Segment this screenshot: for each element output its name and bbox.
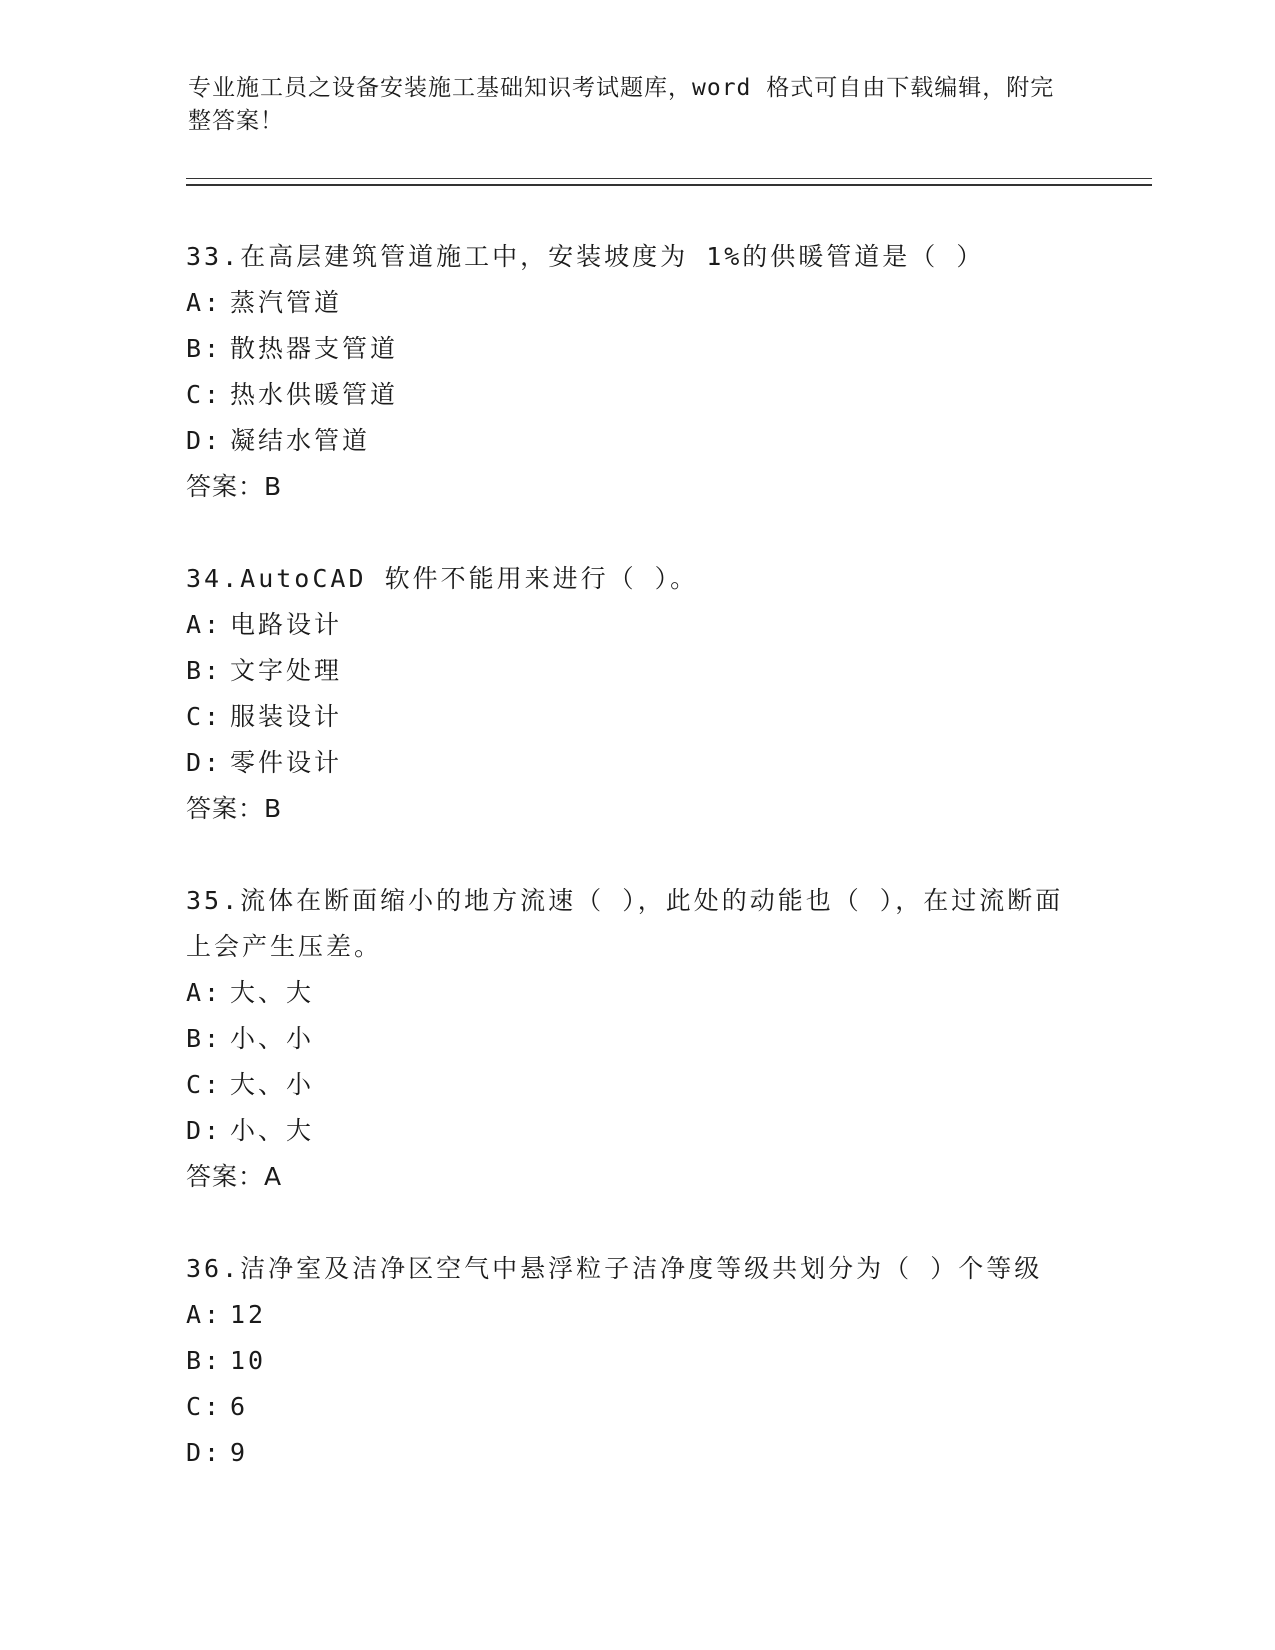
option-key: D: [186, 1116, 223, 1145]
option-text: 12 [230, 1300, 267, 1329]
option-key: C: [186, 380, 223, 409]
option-d [186, 1108, 1086, 1154]
option-text: 凝结水管道 [230, 426, 371, 455]
option-text: 9 [230, 1438, 249, 1467]
header-rule-thin [186, 178, 1152, 179]
option-key: C: [186, 702, 223, 731]
option-key: B: [186, 1346, 223, 1375]
answer-line: 答案：A [186, 1162, 283, 1191]
option-key: A: [186, 978, 223, 1007]
option-key: A: [186, 288, 223, 317]
option-key: B: [186, 656, 223, 685]
question-35 [186, 878, 1086, 1200]
header-rule-thick [186, 184, 1152, 186]
option-text: 服装设计 [230, 702, 343, 731]
question-33 [186, 234, 1086, 510]
option-text: 6 [230, 1392, 249, 1421]
option-a [186, 970, 1086, 1016]
option-c [186, 1062, 1086, 1108]
question-stem: 34.AutoCAD 软件不能用来进行（ ）。 [186, 564, 699, 593]
option-text: 小、小 [230, 1024, 315, 1053]
option-d [186, 1430, 1086, 1476]
option-d [186, 740, 1086, 786]
question-stem: 35.流体在断面缩小的地方流速（ ），此处的动能也（ ），在过流断面上会产生压差。 [186, 886, 1064, 961]
answer-line: 答案：B [186, 794, 283, 823]
option-c [186, 1384, 1086, 1430]
option-c [186, 694, 1086, 740]
question-list [186, 234, 1086, 1522]
option-text: 文字处理 [230, 656, 343, 685]
question-stem: 33.在高层建筑管道施工中，安装坡度为 1%的供暖管道是（ ） [186, 242, 985, 271]
option-key: B: [186, 1024, 223, 1053]
option-text: 大、小 [230, 1070, 315, 1099]
option-a [186, 280, 1086, 326]
option-text: 大、大 [230, 978, 315, 1007]
option-key: C: [186, 1392, 223, 1421]
option-key: D: [186, 1438, 223, 1467]
option-text: 电路设计 [230, 610, 343, 639]
option-b [186, 1338, 1086, 1384]
option-text: 10 [230, 1346, 267, 1375]
option-text: 散热器支管道 [230, 334, 399, 363]
document-header: 专业施工员之设备安装施工基础知识考试题库，word 格式可自由下载编辑，附完整答案！ [188, 75, 1055, 134]
answer-line: 答案：B [186, 472, 283, 501]
option-text: 蒸汽管道 [230, 288, 343, 317]
option-key: B: [186, 334, 223, 363]
option-c [186, 372, 1086, 418]
option-key: A: [186, 1300, 223, 1329]
option-key: D: [186, 426, 223, 455]
question-stem: 36.洁净室及洁净区空气中悬浮粒子洁净度等级共划分为（ ）个等级 [186, 1254, 1043, 1283]
option-text: 热水供暖管道 [230, 380, 399, 409]
option-a [186, 1292, 1086, 1338]
option-key: D: [186, 748, 223, 777]
question-34 [186, 556, 1086, 832]
option-b [186, 326, 1086, 372]
option-text: 小、大 [230, 1116, 315, 1145]
option-b [186, 1016, 1086, 1062]
option-text: 零件设计 [230, 748, 343, 777]
option-key: A: [186, 610, 223, 639]
question-36 [186, 1246, 1086, 1476]
option-a [186, 602, 1086, 648]
option-d [186, 418, 1086, 464]
option-b [186, 648, 1086, 694]
option-key: C: [186, 1070, 223, 1099]
